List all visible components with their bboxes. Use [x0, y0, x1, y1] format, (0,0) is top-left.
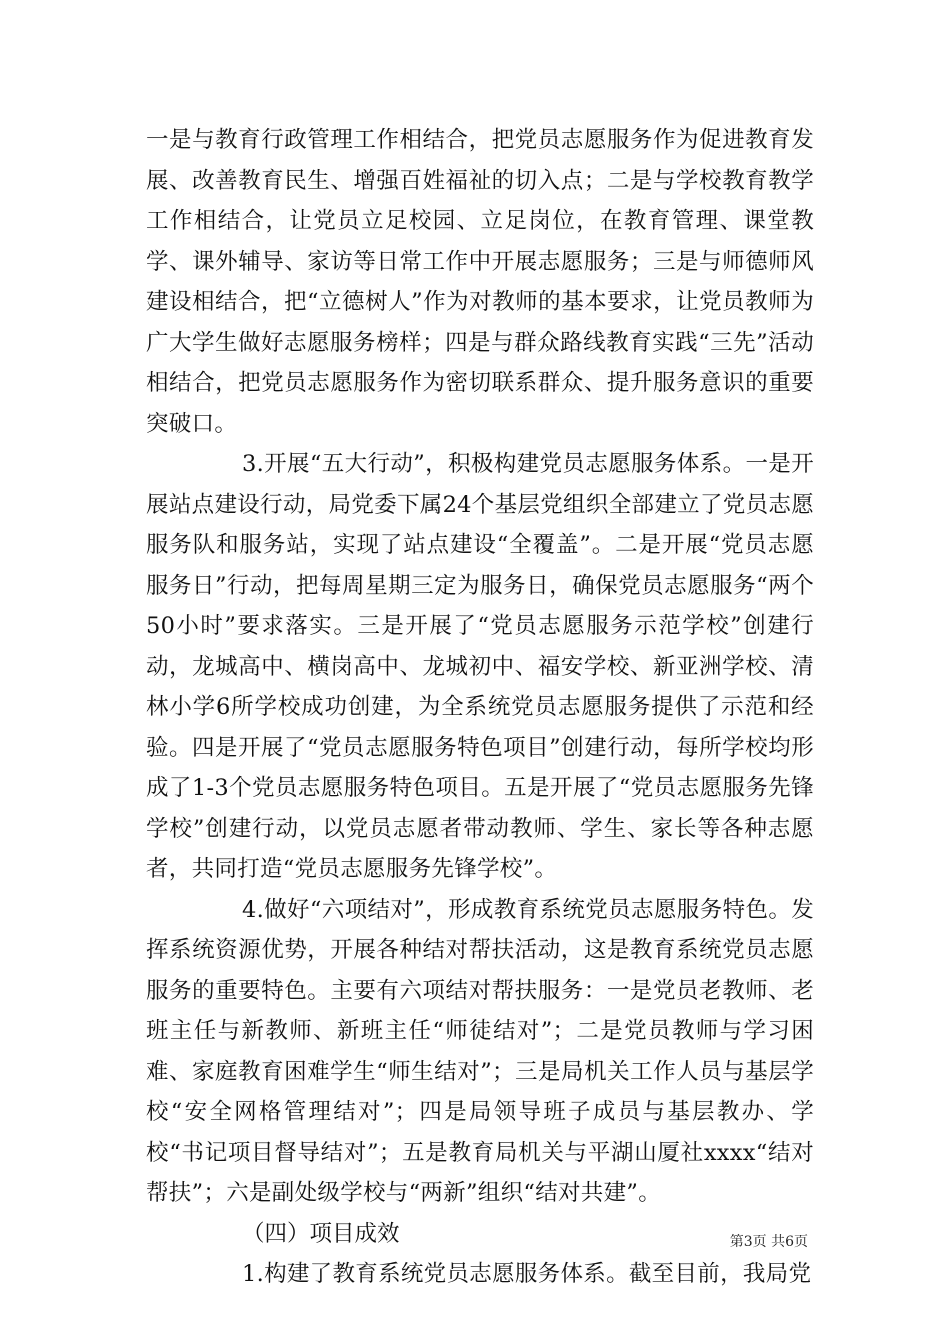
- paragraph-result-1: 1.构建了教育系统党员志愿服务体系。截至目前，我局党: [242, 1261, 812, 1287]
- page-number: 第3页 共6页: [729, 1234, 808, 1250]
- paragraph-intro: 一是与教育行政管理工作相结合，把党员志愿服务作为促进教育发展、改善教育民生、增强百姓福祉的切入点；二是与学校教育教学工作相结合，让党员立足校园、立足岗位，在教育管理、课堂教学、课外辅导、家访等日常工作中开展志愿服务；三是与师德师风建设相结合，把“立德树人”作为对教师的基本要求，让党员教师为广大学生做好志愿服务榜样；四是与群众路线教育实践“三先”活动相结合，把党员志愿服务作为密切联系群众、提升服务意识的重要突破口。: [146, 127, 814, 437]
- document-body: [146, 120, 814, 1295]
- section-heading: （四）项目成效: [242, 1220, 400, 1247]
- paragraph-item-4: 4.做好“六项结对”，形成教育系统党员志愿服务特色。发挥系统资源优势，开展各种结对帮扶活动，这是教育系统党员志愿服务的重要特色。主要有六项结对帮扶服务：一是党员老教师、老班主任与新教师、新班主任“师徒结对”；二是党员教师与学习困难、家庭教育困难学生“师生结对”；三是局机关工作人员与基层学校“安全网格管理结对”；四是局领导班子成员与基层教办、学校“书记项目督导结对”；五是教育局机关与平湖山厦社xxxx“结对帮扶”；六是副处级学校与“两新”组织“结对共建”。: [146, 896, 814, 1206]
- paragraph-item-3: 3.开展“五大行动”，积极构建党员志愿服务体系。一是开展站点建设行动，局党委下属24个基层党组织全部建立了党员志愿服务队和服务站，实现了站点建设“全覆盖”。二是开展“党员志愿服务日”行动，把每周星期三定为服务日，确保党员志愿服务“两个50小时”要求落实。三是开展了“党员志愿服务示范学校”创建行动，龙城高中、横岗高中、龙城初中、福安学校、新亚洲学校、清林小学6所学校成功创建，为全系统党员志愿服务提供了示范和经验。四是开展了“党员志愿服务特色项目”创建行动，每所学校均形成了1-3个党员志愿服务特色项目。五是开展了“党员志愿服务先锋学校”创建行动，以党员志愿者带动教师、学生、家长等各种志愿者，共同打造“党员志愿服务先锋学校”。: [146, 451, 814, 882]
